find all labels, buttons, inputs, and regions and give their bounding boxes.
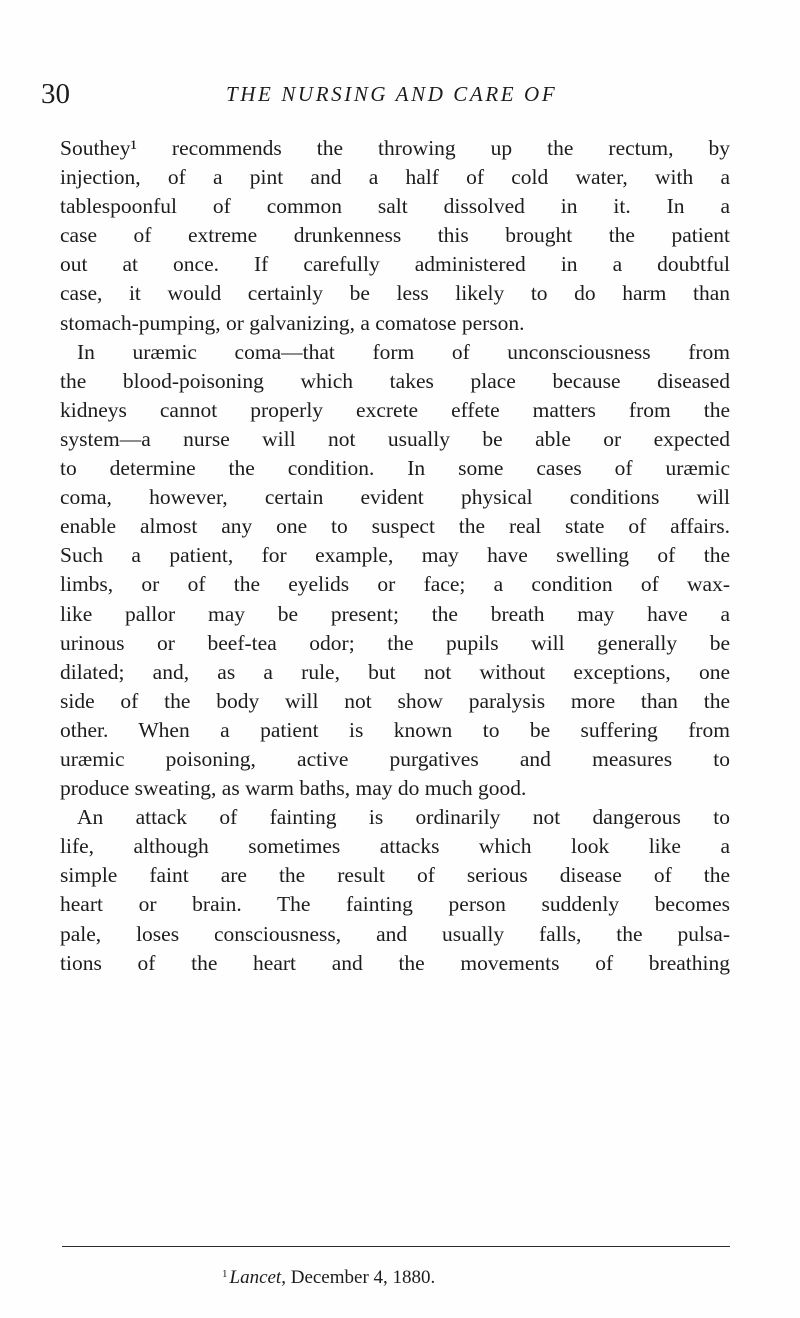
text-line: kidneys cannot properly excrete effete matters from the [60, 397, 730, 422]
text-line: limbs, or of the eyelids or face; a condition of wax- [60, 572, 730, 597]
text-line: case of extreme drunkenness this brought the patient [60, 223, 730, 248]
text-line: tablespoonful of common salt dissolved in it. In a [60, 194, 730, 219]
text-line: tions of the heart and the movements of breathing [60, 950, 730, 975]
text-line: coma, however, certain evident physical conditions will [60, 485, 730, 510]
text-line: like pallor may be present; the breath may have a [60, 601, 730, 626]
text-line: An attack of fainting is ordinarily not dangerous to [77, 805, 730, 830]
text-line: pale, loses consciousness, and usually falls, the pulsa- [60, 921, 730, 946]
body-text [60, 134, 730, 978]
text-line: out at once. If carefully administered in a doubtful [60, 252, 730, 277]
text-line: heart or brain. The fainting person suddenly becomes [60, 892, 730, 917]
text-line: case, it would certainly be less likely to do harm than [60, 281, 730, 306]
text-line: to determine the condition. In some cases of uræmic [60, 456, 730, 481]
text-line: system—a nurse will not usually be able or expected [60, 426, 730, 451]
text-line: life, although sometimes attacks which look like a [60, 834, 730, 859]
text-line: uræmic poisoning, active purgatives and measures to [60, 746, 730, 771]
text-line: produce sweating, as warm baths, may do much good. [60, 776, 527, 801]
text-line: Such a patient, for example, may have swelling of the [60, 543, 730, 568]
footnote-marker: 1 [222, 1268, 228, 1280]
text-line: Southey¹ recommends the throwing up the rectum, by [60, 136, 730, 160]
page-number: 30 [41, 78, 70, 110]
text-line: simple faint are the result of serious disease of the [60, 863, 730, 888]
text-line: stomach-pumping, or galvanizing, a comatose person. [60, 310, 525, 335]
text-line: injection, of a pint and a half of cold water, with a [60, 165, 730, 190]
footnote-divider [62, 1246, 730, 1247]
footnote-source: Lancet [229, 1267, 282, 1288]
text-line: dilated; and, as a rule, but not without exceptions, one [60, 659, 730, 684]
text-line: In uræmic coma—that form of unconsciousness from [77, 339, 730, 364]
page-header [0, 76, 800, 116]
running-title: THE NURSING AND CARE OF [226, 82, 558, 106]
text-line: side of the body will not show paralysis more than the [60, 688, 730, 713]
footnote-text: , December 4, 1880. [281, 1267, 436, 1288]
footnote [222, 1262, 435, 1290]
text-line: other. When a patient is known to be suffering from [60, 717, 730, 742]
text-line: urinous or beef-tea odor; the pupils will generally be [60, 630, 730, 655]
text-line: enable almost any one to suspect the real state of affairs. [60, 514, 730, 539]
text-line: the blood-poisoning which takes place because diseased [60, 368, 730, 393]
